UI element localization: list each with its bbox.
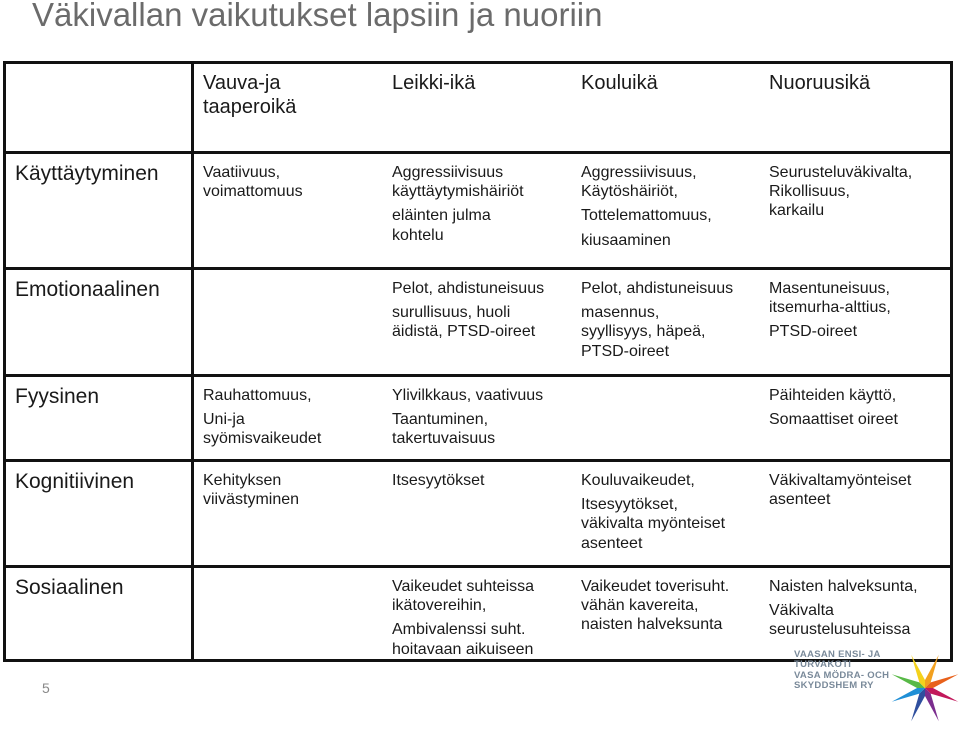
table-cell bbox=[392, 471, 484, 490]
logo-text-line: VAASAN ENSI- JA bbox=[794, 649, 881, 660]
cell-paragraph: Päihteiden käyttö, bbox=[769, 387, 897, 404]
cell-paragraph: Vauva-ja taaperoikä bbox=[203, 72, 297, 118]
table-grid-line bbox=[6, 374, 950, 377]
cell-paragraph: PTSD-oireet bbox=[769, 323, 858, 341]
cell-paragraph: Vaikeudet toverisuht. vähän kavereita, naisten halveksunta bbox=[581, 578, 730, 634]
table-cell bbox=[392, 577, 534, 659]
cell-paragraph: Kouluvaikeudet, bbox=[581, 472, 695, 489]
table-grid-line bbox=[191, 64, 194, 659]
row-label bbox=[15, 277, 160, 302]
cell-paragraph: Naisten halveksunta, bbox=[769, 578, 918, 595]
cell-paragraph: Vaatiivuus, voimattomuus bbox=[203, 164, 303, 201]
page-number: 5 bbox=[42, 680, 50, 696]
cell-paragraph: Somaattiset oireet bbox=[769, 411, 898, 429]
table-cell bbox=[769, 386, 898, 429]
table-cell bbox=[203, 163, 303, 201]
cell-paragraph: Itsesyytökset, väkivalta myönteiset asenteet bbox=[581, 496, 726, 552]
cell-paragraph: Seurusteluväkivalta, Rikollisuus, karkailu bbox=[769, 164, 913, 220]
cell-paragraph: Käyttäytyminen bbox=[15, 162, 159, 185]
cell-paragraph: Väkivalta seurustelusuhteissa bbox=[769, 602, 911, 639]
cell-paragraph: Vaikeudet suhteissa ikätovereihin, bbox=[392, 578, 535, 615]
table-cell bbox=[769, 163, 912, 221]
table-cell bbox=[392, 279, 544, 342]
cell-paragraph: Väkivaltamyönteiset asenteet bbox=[769, 472, 912, 509]
cell-paragraph: Kehityksen viivästyminen bbox=[203, 472, 300, 509]
table-grid-line bbox=[6, 565, 950, 568]
cell-paragraph: Taantuminen, takertuvaisuus bbox=[392, 411, 496, 448]
table-cell bbox=[203, 471, 299, 509]
table-cell bbox=[769, 471, 911, 509]
effects-table bbox=[3, 61, 953, 662]
logo-text-line: TURVAKOTI bbox=[794, 659, 852, 671]
cell-paragraph: Rauhattomuus, bbox=[203, 387, 312, 404]
table-cell bbox=[581, 163, 712, 250]
cell-paragraph: Leikki-ikä bbox=[392, 72, 476, 94]
cell-paragraph: kiusaaminen bbox=[581, 231, 671, 249]
logo-text-line: VASA MÖDRA- OCH bbox=[794, 669, 890, 681]
table-cell bbox=[581, 279, 733, 361]
cell-paragraph: Masentuneisuus, itsemurha-alttius, bbox=[769, 280, 891, 317]
table-cell bbox=[203, 386, 321, 449]
logo-text-line: SKYDDSHEM RY bbox=[794, 680, 874, 692]
table-grid-line bbox=[6, 459, 950, 462]
cell-paragraph: Kognitiivinen bbox=[15, 470, 135, 493]
row-label bbox=[15, 384, 99, 409]
cell-paragraph: Pelot, ahdistuneisuus bbox=[392, 280, 545, 297]
row-label bbox=[15, 469, 134, 494]
table-cell bbox=[769, 577, 918, 640]
star-logo-icon bbox=[788, 644, 960, 730]
cell-paragraph: Nuoruusikä bbox=[769, 72, 871, 94]
cell-paragraph: Ambivalenssi suht. hoitavaan aikuiseen bbox=[392, 621, 534, 658]
cell-paragraph: Tottelemattomuus, bbox=[581, 207, 712, 225]
table-cell bbox=[769, 279, 891, 342]
table-grid-line bbox=[6, 267, 950, 270]
cell-paragraph: eläinten julma kohtelu bbox=[392, 207, 491, 244]
cell-paragraph: surullisuus, huoli äidistä, PTSD-oireet bbox=[392, 304, 536, 341]
cell-paragraph: Fyysinen bbox=[15, 385, 100, 408]
cell-paragraph: Sosiaalinen bbox=[15, 576, 124, 599]
page-title: Väkivallan vaikutukset lapsiin ja nuoriin bbox=[32, 0, 603, 33]
row-label bbox=[15, 575, 124, 600]
column-header bbox=[392, 71, 475, 95]
table-grid-line bbox=[6, 151, 950, 154]
organization-logo bbox=[788, 644, 960, 730]
cell-paragraph: Ylivilkkaus, vaativuus bbox=[392, 387, 544, 404]
row-label bbox=[15, 161, 159, 186]
cell-paragraph: Itsesyytökset bbox=[392, 472, 485, 489]
cell-paragraph: Aggressiivisuus käyttäytymishäiriöt bbox=[392, 164, 524, 201]
cell-paragraph: masennus, syyllisyys, häpeä, PTSD-oireet bbox=[581, 304, 706, 360]
column-header bbox=[581, 71, 658, 95]
cell-paragraph: Emotionaalinen bbox=[15, 278, 160, 301]
column-header bbox=[769, 71, 870, 95]
table-cell bbox=[392, 386, 543, 449]
cell-paragraph: Kouluikä bbox=[581, 72, 658, 94]
table-cell bbox=[581, 577, 729, 635]
column-header bbox=[203, 71, 296, 119]
cell-paragraph: Uni-ja syömisvaikeudet bbox=[203, 411, 322, 448]
table-cell bbox=[392, 163, 524, 245]
cell-paragraph: Pelot, ahdistuneisuus bbox=[581, 280, 734, 297]
table-cell bbox=[581, 471, 725, 553]
cell-paragraph: Aggressiivisuus, Käytöshäiriöt, bbox=[581, 164, 697, 201]
